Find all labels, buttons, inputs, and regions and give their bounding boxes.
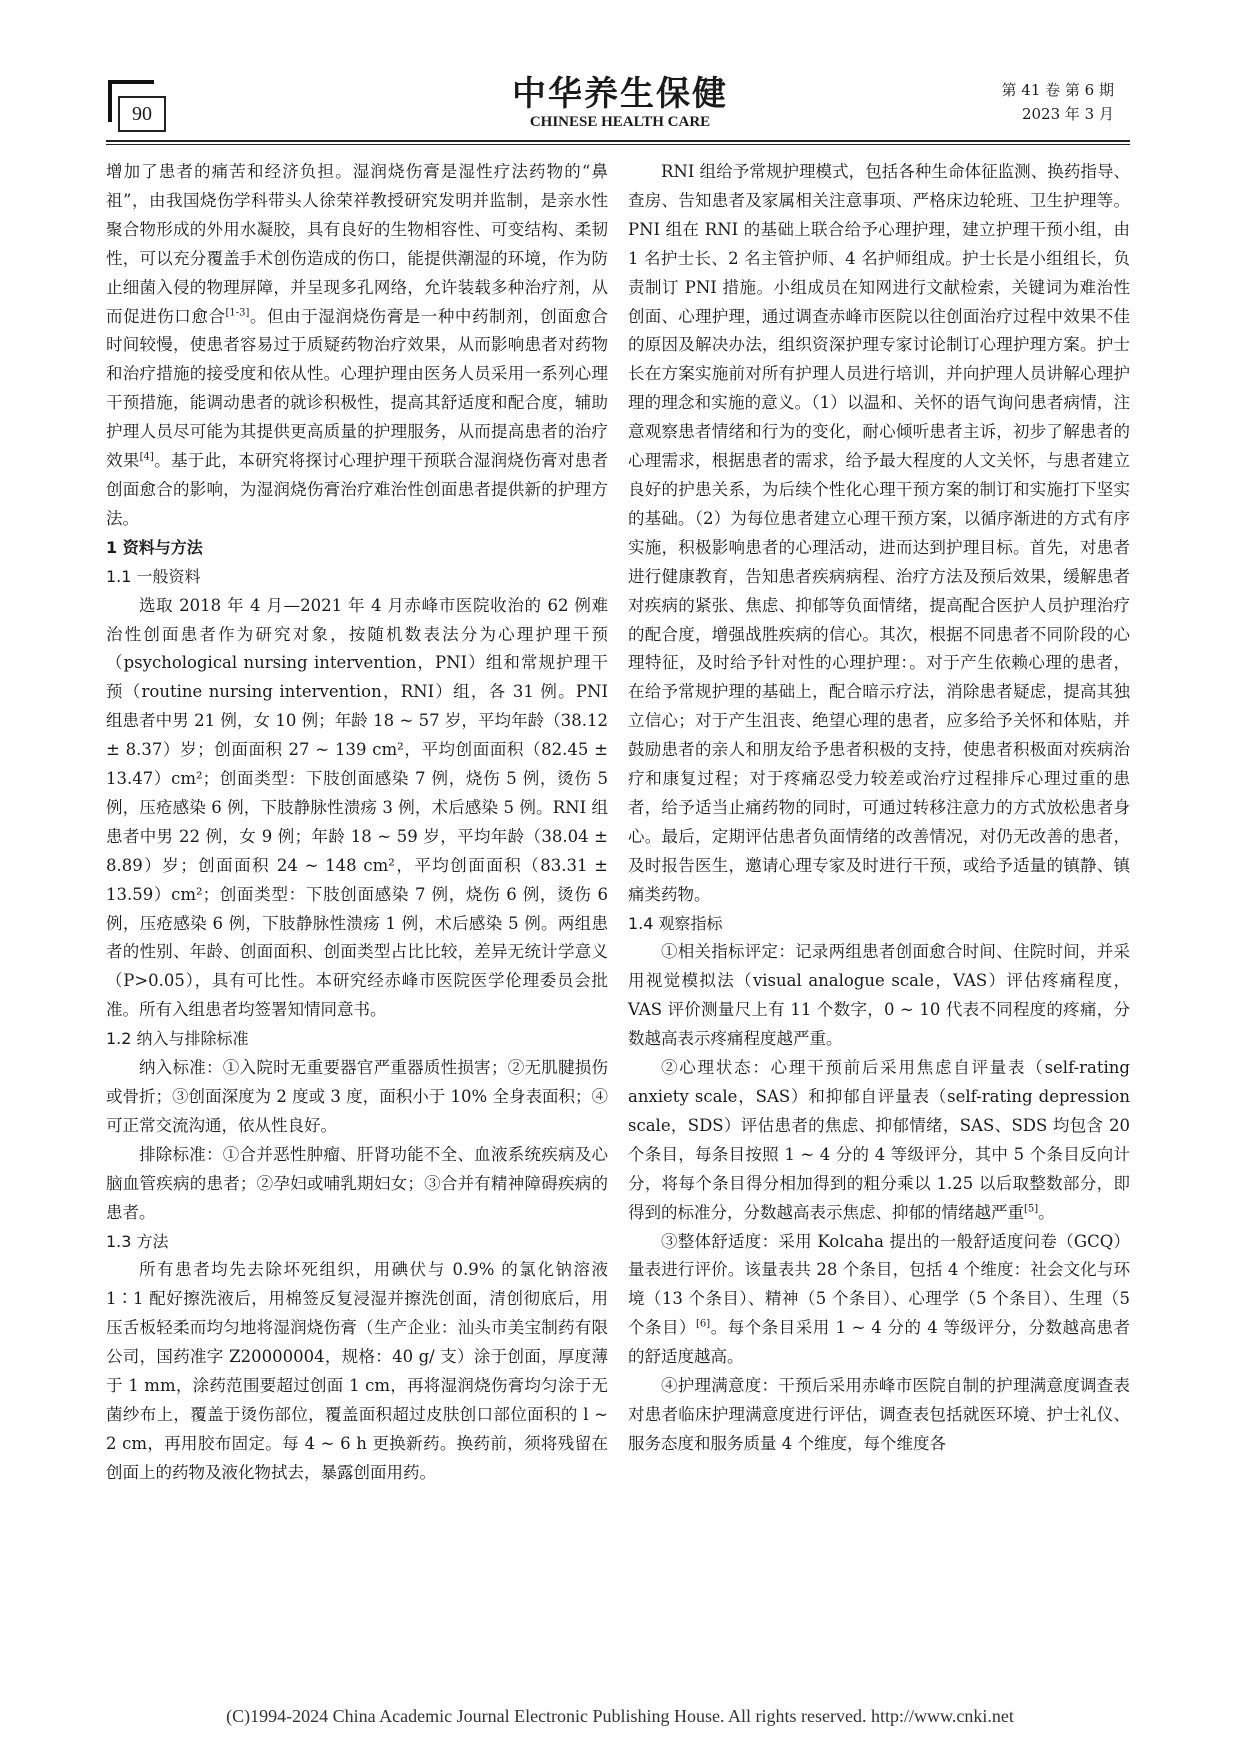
- paragraph: 选取 2018 年 4 月—2021 年 4 月赤峰市医院收治的 62 例难治性创面患者作为研究对象，按随机数表法分为心理护理干预（psychological nursing intervention，PNI）组和常规护理干预（routine nursing intervention，RNI）组，各 31 例。PNI 组患者中男 21 例，女 10 例；年龄 18 ~ 57 岁，平均年龄（38.12 ± 8.37）岁；创面面积 27 ~ 139 cm²，平均创面面积（82.45 ± 13.47）cm²；创面类型：下肢创面感染 7 例，烧伤 5 例，烫伤 5 例，压疮感染 6 例，下肢静脉性溃疡 3 例，术后感染 5 例。RNI 组患者中男 22 例，女 9 例；年龄 18 ~ 59 岁，平均年龄（38.04 ± 8.89）岁；创面面积 24 ~ 148 cm²，平均创面面积（83.31 ± 13.59）cm²；创面类型：下肢创面感染 7 例，烧伤 6 例，烫伤 6 例，压疮感染 6 例，下肢静脉性溃疡 1 例，术后感染 5 例。两组患者的性别、年龄、创面面积、创面类型占比比较，差异无统计学意义（P>0.05），具有可比性。本研究经赤峰市医院医学伦理委员会批准。所有入组患者均签署知情同意书。: [106, 595, 608, 1020]
- page-number: 90: [118, 96, 166, 132]
- citation[interactable]: [1-3]: [225, 307, 250, 319]
- paragraph: ④护理满意度：干预后采用赤峰市医院自制的护理满意度调查表对患者临床护理满意度进行评估，调查表包括就医环境、护士礼仪、服务态度和服务质量 4 个维度，每个维度各: [628, 1376, 1130, 1453]
- header-rule-thin: [106, 144, 1130, 145]
- citation[interactable]: [4]: [139, 451, 154, 463]
- paragraph: ③整体舒适度：采用 Kolcaha 提出的一般舒适度问卷（GCQ）量表进行评价。该量表共 28 个条目，包括 4 个维度：社会文化与环境（13 个条目）、精神（5 个条目）、心理学（5 个条目）、生理（5 个条目）[6]。每个条目采用 1 ~ 4 分的 4 等级评分，分数越高患者的舒适度越高。: [628, 1231, 1131, 1367]
- copyright-footer: (C)1994-2024 China Academic Journal Electronic Publishing House. All rights reserved. http://www.cnki.net: [226, 1706, 1014, 1726]
- journal-title-en: CHINESE HEALTH CARE: [529, 114, 711, 130]
- left-column: [106, 158, 608, 1488]
- paragraph: RNI 组给予常规护理模式，包括各种生命体征监测、换药指导、查房、告知患者及家属相关注意事项、严格床边轮班、卫生护理等。PNI 组在 RNI 的基础上联合给予心理护理，建立护理干预小组，由 1 名护士长、2 名主管护师、4 名护师组成。护士长是小组组长，负责制订 PNI 措施。小组成员在知网进行文献检索，关键词为难治性创面、心理护理，通过调查赤峰市医院以往创面治疗过程中效果不佳的原因及解决办法，组织资深护理专家讨论制订心理护理方案。护士长在方案实施前对所有护理人员进行培训，并向护理人员讲解心理护理的理念和实施的意义。（1）以温和、关怀的语气询问患者病情，注意观察患者情绪和行为的变化，耐心倾听患者主诉，初步了解患者的心理需求，根据患者的需求，给予最大程度的人文关怀，与患者建立良好的护患关系，为后续个性化心理干预方案的制订和实施打下坚实的基础。（2）为每位患者建立心理干预方案，以循序渐进的方式有序实施，积极影响患者的心理活动，进而达到护理目标。首先，对患者进行健康教育，告知患者疾病病程、治疗方法及预后效果，缓解患者对疾病的紧张、焦虑、抑郁等负面情绪，提高配合医护人员护理治疗的配合度，增强战胜疾病的信心。其次，根据不同患者不同阶段的心理特征，及时给予针对性的心理护理：。对于产生依赖心理的患者，在给予常规护理的基础上，配合暗示疗法，消除患者疑虑，提高其独立信心；对于产生沮丧、绝望心理的患者，应多给予关怀和体贴，并鼓励患者的亲人和朋友给予患者积极的支持，使患者积极面对疾病治疗和康复过程；对于疼痛忍受力较差或治疗过程排斥心理过重的患者，给予适当止痛药物的同时，可通过转移注意力的方式放松患者身心。最后，定期评估患者负面情绪的改善情况，对仍无改善的患者，及时报告医生，邀请心理专家及时进行干预，或给予适量的镇静、镇痛类药物。: [628, 162, 1130, 904]
- section-heading: 1 资料与方法: [106, 537, 203, 557]
- header-rule: [106, 140, 1130, 142]
- citation[interactable]: [6]: [696, 1318, 711, 1330]
- citation[interactable]: [5]: [1024, 1203, 1039, 1215]
- paragraph: ②心理状态：心理干预前后采用焦虑自评量表（self-rating anxiety scale，SAS）和抑郁自评量表（self-rating depression scale，SDS）评估患者的焦虑、抑郁情绪，SAS、SDS 均包含 20 个条目，每条目按照 1 ~ 4 分的 4 等级评分，其中 5 个条目反向计分，将每个条目得分相加得到的粗分乘以 1.25 以后取整数部分，即得到的标准分，分数越高表示焦虑、抑郁的情绪越严重[5]。: [628, 1058, 1130, 1222]
- subsection-heading: 1.1 一般资料: [106, 566, 201, 586]
- subsection-heading: 1.4 观察指标: [628, 913, 723, 933]
- paragraph: 增加了患者的痛苦和经济负担。湿润烧伤膏是湿性疗法药物的“鼻祖”，由我国烧伤学科带头人徐荣祥教授研究发明并监制，是亲水性聚合物形成的外用水凝胶，具有良好的生物相容性、可变结构、柔韧性，可以充分覆盖手术创伤造成的伤口，能提供潮湿的环境，作为防止细菌入侵的物理屏障，并呈现多孔网络，允许装载多种治疗剂，从而促进伤口愈合[1-3]。但由于湿润烧伤膏是一种中药制剂，创面愈合时间较慢，使患者容易过于质疑药物治疗效果，从而影响患者对药物和治疗措施的接受度和依从性。心理护理由医务人员采用一系列心理干预措施，能调动患者的就诊积极性，提高其舒适度和配合度，辅助护理人员尽可能为其提供更高质量的护理服务，从而提高患者的治疗效果[4]。基于此，本研究将探讨心理护理干预联合湿润烧伤膏对患者创面愈合的影响，为湿润烧伤膏治疗难治性创面患者提供新的护理方法。: [106, 162, 609, 528]
- paragraph: 纳入标准：①入院时无重要器官严重器质性损害；②无肌腱损伤或骨折；③创面深度为 2 度或 3 度，面积小于 10% 全身表面积；④可正常交流沟通，依从性良好。: [106, 1058, 608, 1135]
- subsection-heading: 1.2 纳入与排除标准: [106, 1029, 249, 1049]
- issue-info: [1002, 78, 1114, 126]
- paragraph: ①相关指标评定：记录两组患者创面愈合时间、住院时间，并采用视觉模拟法（visual analogue scale，VAS）评估疼痛程度，VAS 评价测量尺上有 11 个数字，0 ~ 10 代表不同程度的疼痛，分数越高表示疼痛程度越严重。: [628, 942, 1130, 1049]
- paragraph: 排除标准：①合并恶性肿瘤、肝肾功能不全、血液系统疾病及心脑血管疾病的患者；②孕妇或哺乳期妇女；③合并有精神障碍疾病的患者。: [106, 1144, 608, 1222]
- subsection-heading: 1.3 方法: [106, 1231, 169, 1251]
- journal-title-cn: 中华养生保健: [512, 74, 728, 114]
- right-column: [628, 158, 1130, 1459]
- paragraph: 所有患者均先去除坏死组织，用碘伏与 0.9% 的氯化钠溶液 1∶1 配好擦洗液后，用棉签反复浸湿并擦洗创面，清创彻底后，用压舌板轻柔而均匀地将湿润烧伤膏（生产企业：汕头市美宝制药有限公司，国药准字 Z20000004，规格：40 g/ 支）涂于创面，厚度薄于 1 mm，涂药范围要超过创面 1 cm，再将湿润烧伤膏均匀涂于无菌纱布上，覆盖于烫伤部位，覆盖面积超过皮肤创口部位面积的 l ~ 2 cm，再用胶布固定。每 4 ~ 6 h 更换新药。换药前，须将残留在创面上的药物及液化物拭去，暴露创面用药。: [106, 1260, 608, 1482]
- issue-date: 2023 年 3 月: [1021, 105, 1114, 123]
- volume-issue: 第 41 卷 第 6 期: [1001, 81, 1114, 99]
